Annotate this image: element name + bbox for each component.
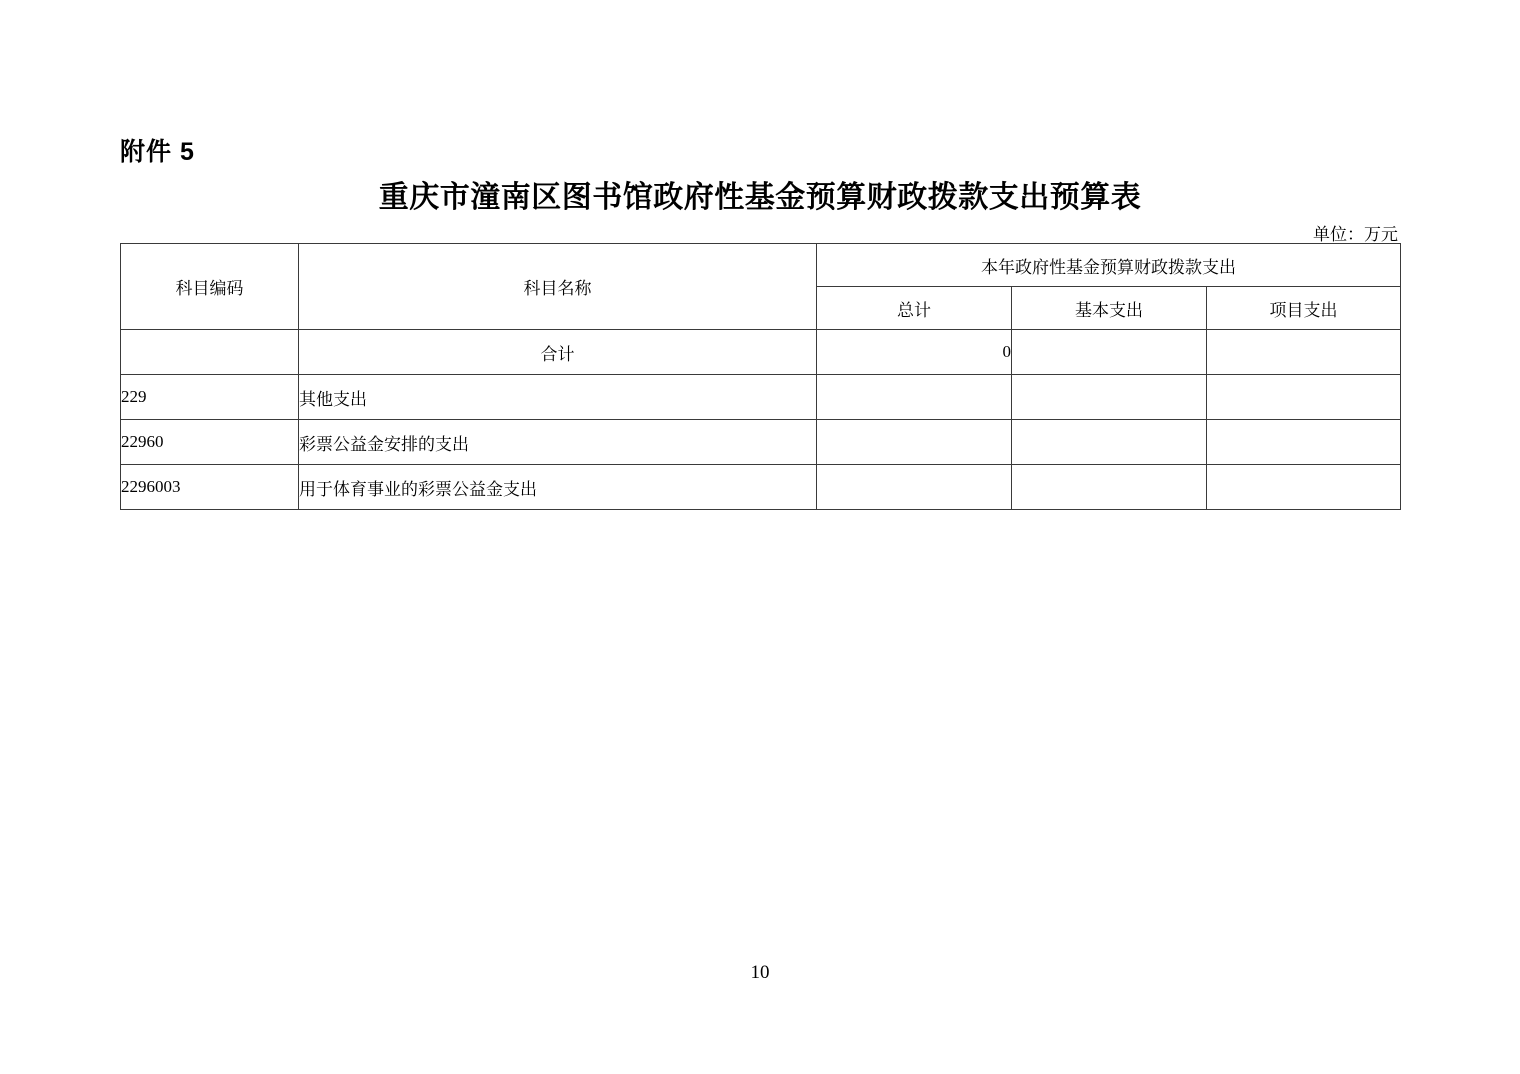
column-header-project: 项目支出 [1207,287,1401,330]
column-header-total: 总计 [817,287,1012,330]
table-body [121,330,1401,510]
cell-total [817,465,1012,510]
cell-code: 229 [121,375,299,420]
cell-code: 22960 [121,420,299,465]
table-row [121,420,1401,465]
cell-name: 彩票公益金安排的支出 [299,420,817,465]
column-header-group: 本年政府性基金预算财政拨款支出 [817,244,1401,287]
cell-project [1207,465,1401,510]
cell-total [817,420,1012,465]
cell-basic [1012,420,1207,465]
cell-project [1207,330,1401,375]
cell-name: 合计 [299,330,817,375]
cell-name: 用于体育事业的彩票公益金支出 [299,465,817,510]
budget-table [120,243,1401,510]
page-number: 10 [750,962,770,983]
cell-basic [1012,375,1207,420]
table-row [121,375,1401,420]
page-title: 重庆市潼南区图书馆政府性基金预算财政拨款支出预算表 [378,181,1142,214]
cell-project [1207,375,1401,420]
cell-basic [1012,465,1207,510]
table-header [121,244,1401,330]
column-header-basic: 基本支出 [1012,287,1207,330]
cell-basic [1012,330,1207,375]
cell-total: 0 [817,330,1012,375]
column-header-name: 科目名称 [299,244,817,330]
cell-total [817,375,1012,420]
cell-name: 其他支出 [299,375,817,420]
column-header-code: 科目编码 [121,244,299,330]
table-row [121,465,1401,510]
cell-project [1207,420,1401,465]
table-row [121,330,1401,375]
attachment-label: 附件 5 [120,138,195,166]
cell-code [121,330,299,375]
cell-code: 2296003 [121,465,299,510]
unit-note: 单位：万元 [1313,225,1398,244]
